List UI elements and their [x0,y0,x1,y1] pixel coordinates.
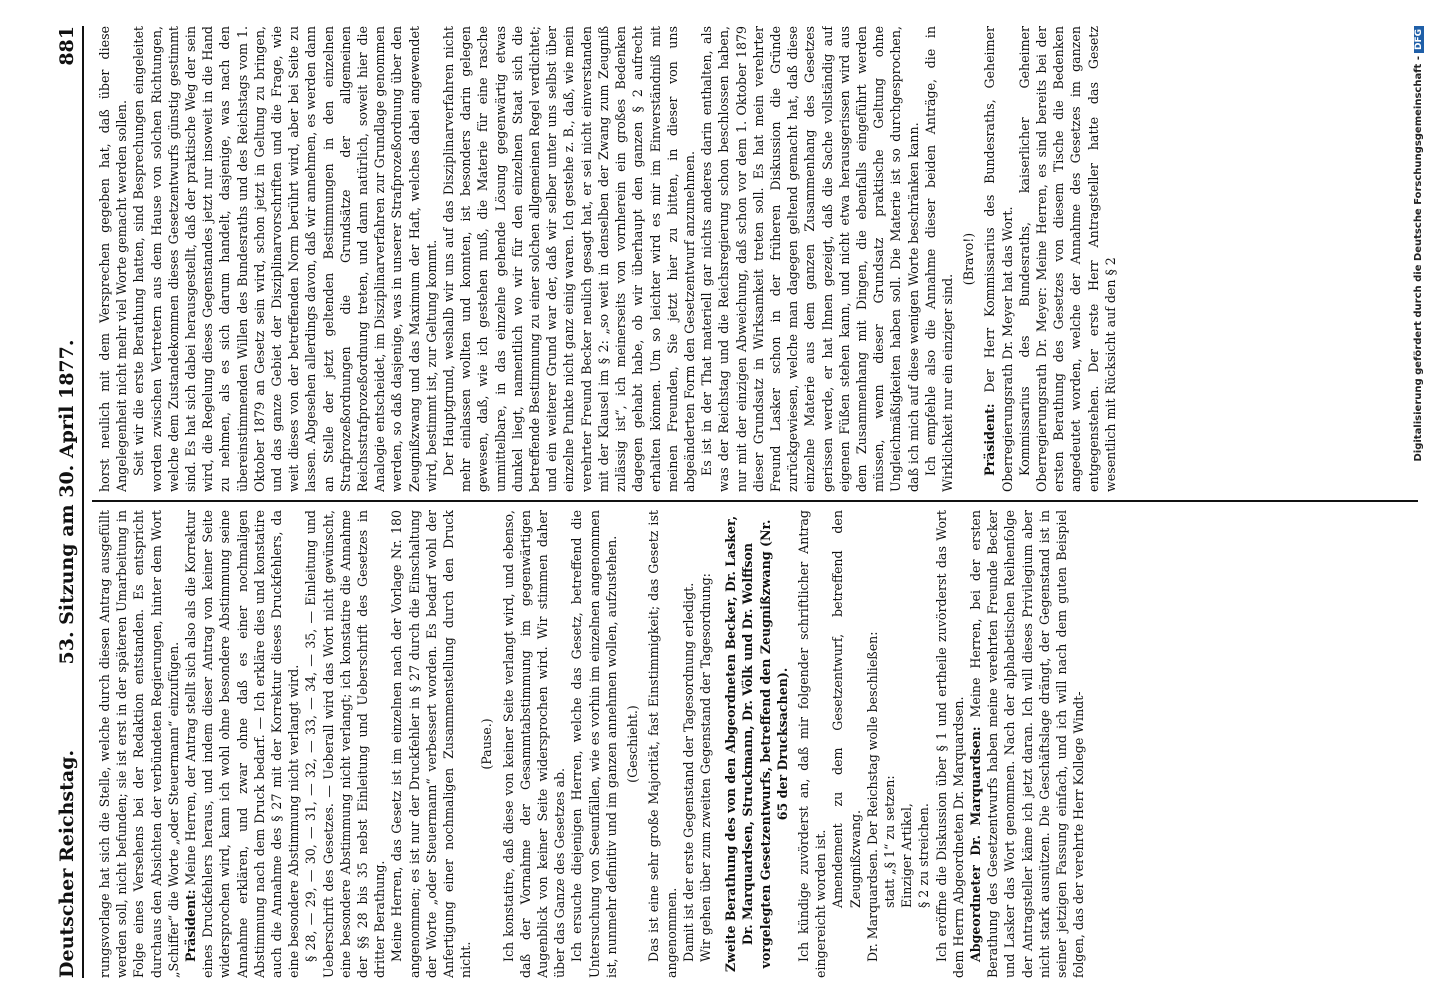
speaker: Präsident: [982,403,998,476]
speaker: Abgeordneter Dr. Marquardsen: [967,726,983,962]
digitization-credit [1413,26,1424,800]
paragraph: Ich konstatire, daß diese von keiner Seite verlangt wird, und ebenso, daß der Vornahme der Gesammtabstimmung im gegenwärtigen Augenblick von keiner Seite widersprochen wird. Wir stimmen daher über das Ganze des Gesetzes ab. [500,510,568,978]
paragraph: Damit ist der erste Gegenstand der Tagesordnung erledigt. [680,582,696,962]
paragraph: statt „§ 1“ zu setzen: [881,775,897,908]
agenda-title: Zweite Berathung des von den Abgeordneten Becker, Dr. Lasker, Dr. Marquardsen, Struckmann, Dr. Völk und Dr. Wolffson vorgelegten Gesetzentwurfs, betreffend den Zeugnißzwang (Nr. 65 der Drucksachen). [723,515,790,973]
stage-note: (Bravo!) [961,232,977,286]
paragraph: Wir gehen über zum zweiten Gegenstand der Tagesordnung: [697,573,713,962]
header-left: Deutscher Reichstag. [56,749,78,978]
paragraph: Seit wir die erste Berathung hatten, sind Besprechungen eingeleitet worden zwischen Vertretern aus dem Hause von solchen Richtungen, welche dem Zustandekommen dieses Gesetzentwurfs günstig gestimmt sind. Es hat sich dabei herausgestellt, daß der praktische Weg der sein wird, die Regelung dieses Gegenstandes jetzt nur insoweit in die Hand zu nehmen, als es sich darum handelt, dasjenige, was nach den übereinstimmenden Willen des Bundesraths und des Reichstags vom 1. Oktober 1879 an Gesetz sein wird, schon jetzt in Geltung zu bringen, und das ganze Gebiet der Disziplinarvorschriften und die Frage, wie weit dieses von der betreffenden Norm berührt wird, aber bei Seite zu lassen. Abgesehen allerdings davon, daß wir annehmen, es werden dann an Stelle der jetzt geltenden Bestimmungen in den einzelnen Strafprozeßordnungen die Grundsätze der allgemeinen Reichsstrafprozeßordnung treten, und dann natürlich, soweit hier die Analogie entscheidet, im Disziplinarverfahren zur Grundlage genommen werden, so daß dasjenige, was in unserer Strafprozeßordnung über den Zeugnißzwang und das Maximum der Haft, welches dabei angewendet wird, bestimmt ist, zur Geltung kommt. [131,26,439,492]
paragraph: Ich ersuche diejenigen Herren, welche das Gesetz, betreffend die Untersuchung von Seeunfällen, wie es vorhin im einzelnen angenommen ist, nunmehr definitiv und im ganzen annehmen wollen, aufzustehen. [569,510,619,978]
paragraph: Dr. Marquardsen. Der Reichstag wolle beschließen: [864,631,880,962]
paragraph [981,26,1015,492]
paragraph: Der Hauptgrund, weshalb wir uns auf das Disziplinarverfahren nicht mehr einlassen wollten und konnten, ist besonders darin gelegen gewesen, daß, wie ich gestehen muß, die Materie für eine rasche unmittelbare, in das einzelne gehende Lösung gegenwärtig etwas dunkel liegt, namentlich wo wir für den einzelnen Staat sich die betreffende Bestimmung zu einer solchen allgemeinen Regel verdichtet; und ein weiterer Grund war der, daß wir selber unter uns selbst über einzelne Punkte nicht ganz einig waren. Ich gestehe z. B., daß, wie mein verehrter Freund Becker neulich gesagt hat, er sei nicht einverstanden mit der Klausel im § 2: „so weit in denselben der Zwang zum Zeugniß zulässig ist“, ich meinerseits von vornherein ein großes Bedenken dagegen gehabt habe, ob wir überhaupt den ganzen § 2 aufrecht erhalten können. Um so leichter wird es mir im Einverständniß mit meinen Freunden, Sie jetzt hier zu bitten, in dieser von uns abgeänderten Form den Gesetzentwurf anzunehmen. [441,26,697,492]
paragraph [967,510,1087,978]
dfg-badge: DFG [1414,26,1424,53]
paragraph: Amendement zu dem Gesetzentwurf, betreffend den Zeugnißzwang. [830,510,863,908]
left-column [96,510,1420,978]
paragraph: Kommissarius des Bundesraths, kaiserlicher Geheimer Oberregierungsrath Dr. Meyer: Meine Herren, es sind bereits bei der ersten Berathung des Gesetzes von diesem Tische die Bedenken angedeutet worden, welche der Annahme des Gesetzes im ganzen entgegenstehen. Der erste Herr Antragsteller hatte das Gesetz wesentlich mit Rücksicht auf den § 2 [1016,26,1118,492]
speech: Meine Herren, bei der ersten Berathung des Gesetzentwurfs haben meine verehrten Freunde Becker und Lasker das Wort genommen. Nach der alphabetischen Reihenfolge der Antragsteller käme ich jetzt daran. Ich will dieses Privilegium aber nicht stark ausnützen. Die Geschäftslage drängt, der Gegenstand ist in seiner jetzigen Fassung einfach, und ich will nach dem guten Beispiel folgen, das der verehrte Herr Kollege Windt- [967,510,1087,978]
credit-text: Digitalisierung gefördert durch die Deutsche Forschungsgemeinschaft - [1413,56,1424,462]
paragraph: horst neulich mit dem Versprechen gegeben hat, daß über diese Angelegenheit nicht mehr viel Worte gemacht werden sollen. [97,26,130,492]
page-header [52,26,84,978]
paragraph: rungsvorlage hat sich die Stelle, welche durch diesen Antrag ausgefüllt werden soll, nicht befunden; sie ist erst in der späteren Umarbeitung in Folge eines Versehens bei der Redaktion entstanden. Es entspricht durchaus den Absichten der verbündeten Regierungen, hinter dem Wort „Schiffer“ die Worte „oder Steuermann“ einzufügen. [97,510,181,978]
paragraph: Ich eröffne die Diskussion über § 1 und ertheile zuvörderst das Wort dem Herrn Abgeordneten Dr. Marquardsen. [933,510,966,978]
paragraph: Es ist in der That materiell gar nichts anderes darin enthalten, als was der Reichstag und die Reichsregierung schon beschlossen haben, nur mit der einzigen Abweichung, daß schon vor dem 1. Oktober 1879 dieser Grundsatz in Wirksamkeit treten soll. Es hat mein verehrter Freund Lasker schon in der früheren Diskussion die Gründe zurückgewiesen, welche man dagegen geltend gemacht hat, daß diese einzelne Materie aus dem ganzen Zusammenhang des Gesetzes gerissen werde, er hat Ihnen gezeigt, daß die Sache vollständig auf eigenen Füßen stehen kann, und nicht etwa herausgerissen wird aus dem Zusammenhang mit Dingen, die ebenfalls eingeführt werden müssen, wenn dieser Grundsatz praktische Geltung ohne Ungleichmäßigkeiten haben soll. Die Materie ist so durchgesprochen, daß ich mich auf diese wenigen Worte beschränken kann. [699,26,921,492]
paragraph: § 2 zu streichen. [916,803,932,908]
paragraph: § 28, — 29, — 30, — 31, — 32, — 33, — 34, — 35, — Einleitung und Ueberschrift des Gesetzes. — Ueberall wird das Wort nicht gewünscht, eine besondere Abstimmung nicht verlangt; ich konstatire die Annahme der §§ 28 bis 35 nebst Einleitung und Ueberschrift des Gesetzes in dritter Berathung. [303,510,388,978]
paragraph: Ich empfehle also die Annahme dieser beiden Anträge, die in Wirklichkeit nur ein einziger sind. [922,26,955,492]
speech: Meine Herren, der Antrag stellt sich also als die Korrektur eines Druckfehlers heraus, und indem dieser Antrag von keiner Seite widersprochen wird, kann ich wohl ohne besondere Abstimmung seine Annahme erklären, und zwar ohne daß es einer nochmaligen Abstimmung nach dem Druck bedarf. — Ich erkläre dies und konstatire auch die Annahme des § 27 mit der Korrektur dieses Druckfehlers, da eine besondere Abstimmung nicht verlangt wird. [183,510,302,978]
stage-note: (Pause.) [479,718,495,770]
speech: Der Herr Kommissarius des Bundesraths, Geheimer Oberregierungsrath Dr. Meyer hat das Wort. [982,26,1015,492]
paragraph: Meine Herren, das Gesetz ist im einzelnen nach der Vorlage Nr. 180 angenommen; es ist nur der Druckfehler in § 27 durch die Einschaltung der Worte „oder Steuermann“ verbessert worden. Es bedarf wohl der Anfertigung einer nochmaligen Zusammenstellung durch den Druck nicht. [389,510,474,978]
paragraph [182,510,302,978]
paragraph: Einziger Artikel, [899,803,915,908]
header-center: 53. Sitzung am 30. April 1877. [56,339,78,665]
stage-note: (Geschieht.) [625,705,641,783]
paragraph: Ich kündige zuvörderst an, daß mir folgender schriftlicher Antrag eingereicht worden ist. [795,510,829,978]
page-number: 881 [56,26,78,66]
right-column [96,26,1420,492]
speaker: Präsident: [183,889,199,962]
paragraph: Das ist eine sehr große Majorität, fast Einstimmigkeit; das Gesetz ist angenommen. [646,510,679,978]
column-divider [92,500,1418,502]
